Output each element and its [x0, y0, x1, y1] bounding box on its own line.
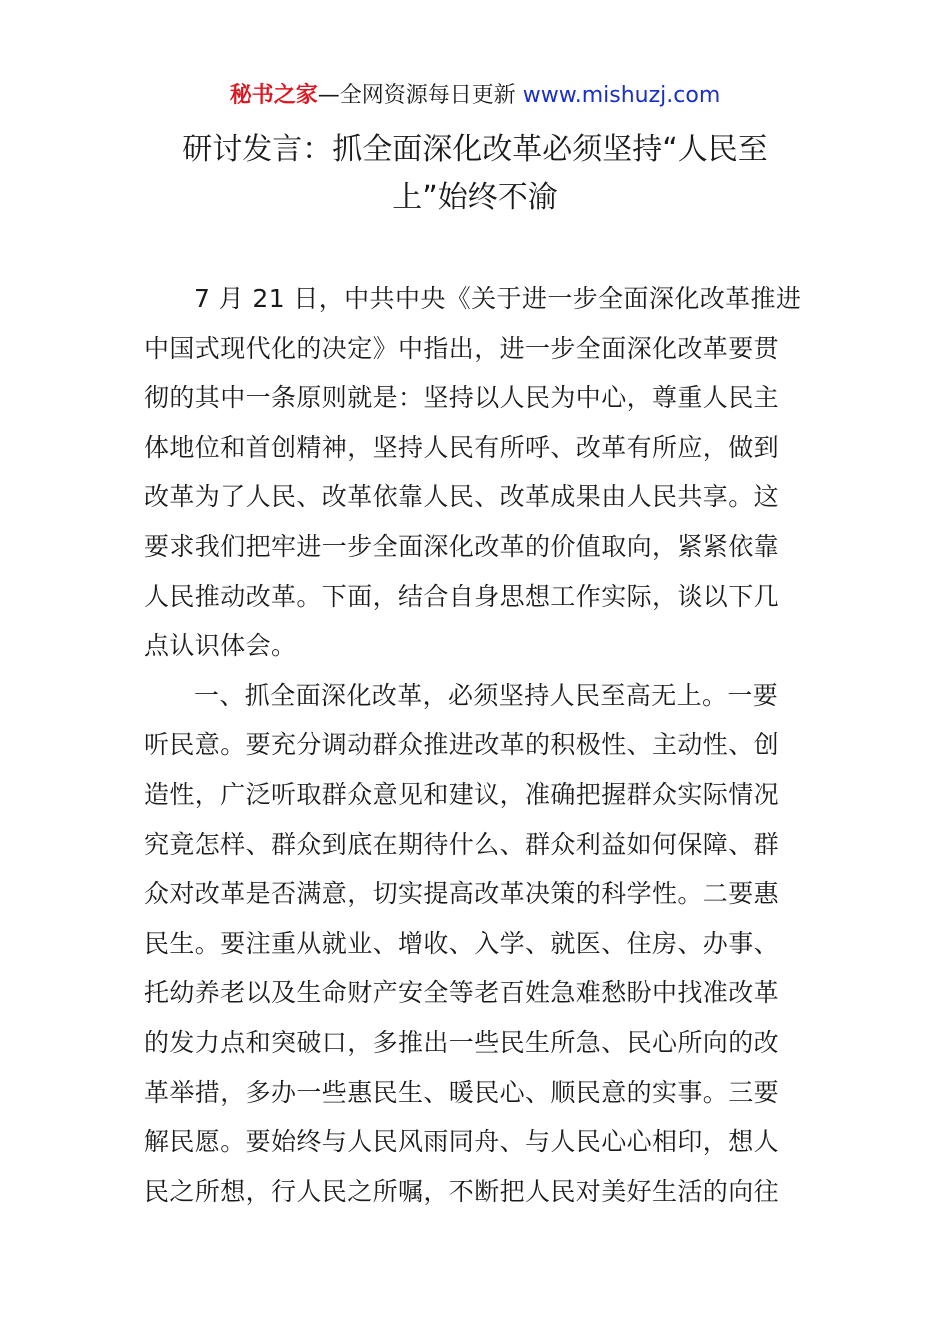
title-line: 研讨发言：抓全面深化改革必须坚持“人民至 — [182, 132, 768, 167]
text-line: 众对改革是否满意，切实提高改革决策的科学性。二要惠 — [144, 879, 780, 909]
site-header — [0, 80, 950, 112]
text-line: 解民愿。要始终与人民风雨同舟、与人民心心相印，想人 — [144, 1127, 780, 1157]
text-line: 革举措，多办一些惠民生、暖民心、顺民意的实事。三要 — [144, 1077, 780, 1107]
text-line: 彻的其中一条原则就是：坚持以人民为中心，尊重人民主 — [144, 383, 780, 413]
text-line: 改革为了人民、改革依靠人民、改革成果由人民共享。这 — [144, 482, 780, 512]
text-line: 人民推动改革。下面，结合自身思想工作实际，谈以下几 — [144, 581, 780, 611]
paragraph-intro — [144, 274, 810, 671]
text-line: 民生。要注重从就业、增收、入学、就医、住房、办事、 — [144, 928, 780, 958]
text-line: 体地位和首创精神，坚持人民有所呼、改革有所应，做到 — [144, 432, 780, 462]
text-line: 究竟怎样、群众到底在期待什么、群众利益如何保障、群 — [144, 829, 780, 859]
text-line: 中国式现代化的决定》中指出，进一步全面深化改革要贯 — [144, 333, 780, 363]
text-line: 托幼养老以及生命财产安全等老百姓急难愁盼中找准改革 — [144, 978, 780, 1008]
text-line: 一、抓全面深化改革，必须坚持人民至高无上。一要 — [194, 680, 779, 710]
title-line: 上”始终不渝 — [392, 180, 558, 215]
text-line: 点认识体会。 — [144, 631, 297, 661]
text-line: 7 月 21 日，中共中央《关于进一步全面深化改革推进 — [194, 284, 802, 313]
paragraph-section-one — [144, 671, 810, 1217]
text-line: 造性，广泛听取群众意见和建议，准确把握群众实际情况 — [144, 779, 780, 809]
document-title — [140, 126, 810, 222]
header-tagline: —全网资源每日更新 — [317, 83, 523, 108]
text-line: 听民意。要充分调动群众推进改革的积极性、主动性、创 — [144, 730, 780, 760]
brand-name: 秘书之家 — [229, 83, 318, 108]
text-line: 的发力点和突破口，多推出一些民生所急、民心所向的改 — [144, 1027, 780, 1057]
text-line: 民之所想，行人民之所嘱，不断把人民对美好生活的向往 — [144, 1176, 780, 1206]
text-line: 要求我们把牢进一步全面深化改革的价值取向，紧紧依靠 — [144, 531, 780, 561]
document-body — [144, 274, 810, 1216]
site-url-link[interactable]: www.mishuzj.com — [522, 83, 721, 108]
